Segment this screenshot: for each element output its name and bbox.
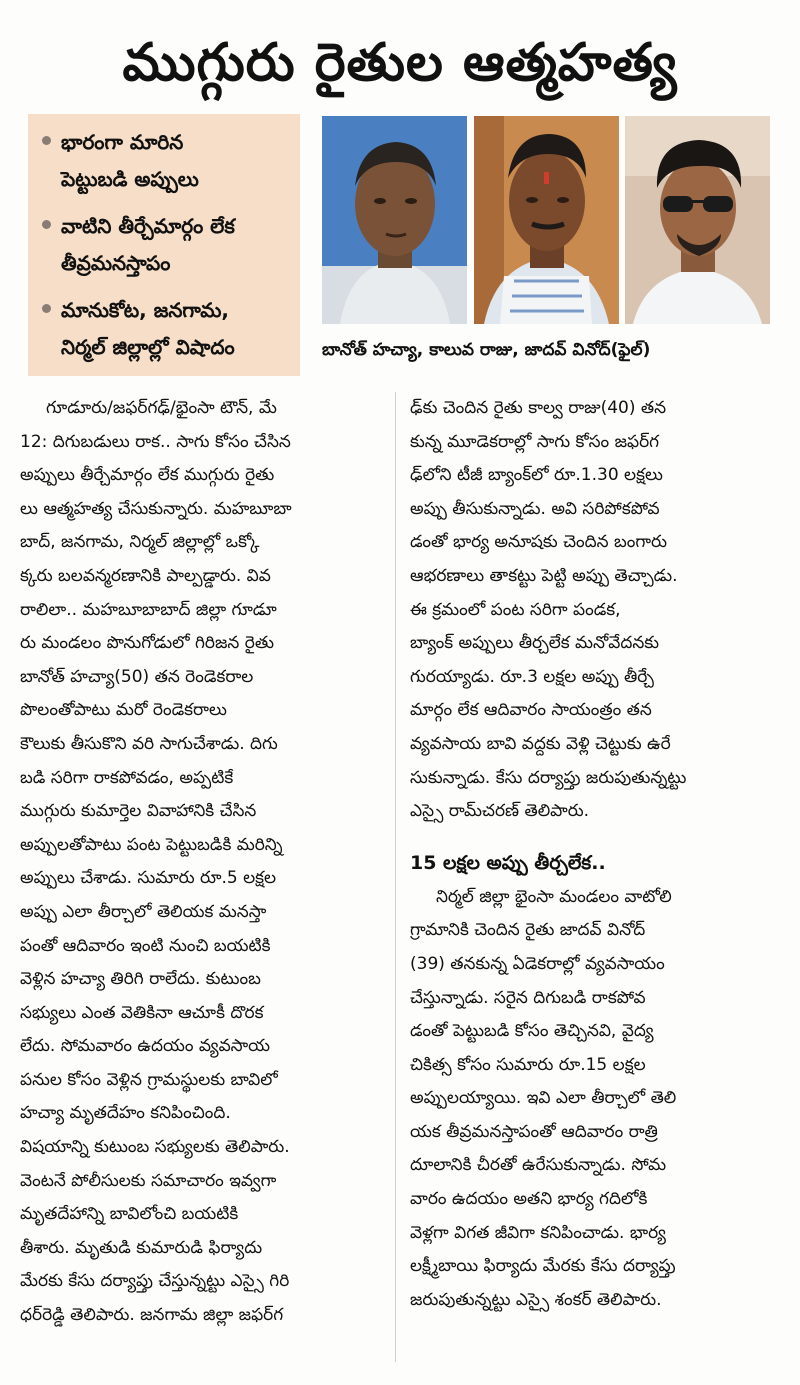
article-column-right [410,392,782,1367]
article-column-left [20,392,400,1367]
article-line: అప్పులతోపాటు పంట పెట్టుబడికి మరిన్ని [20,834,283,855]
article-line: ఈ క్రమంలో పంట సరిగా పండక, [410,599,621,620]
article-line: గూడూరు/జఫర్‌గఢ్/భైంసా టౌన్, మే [46,398,277,418]
article-line: ఢ్‌లోని టీజీ బ్యాంక్‌లో రూ.1.30 లక్షలు [410,465,663,486]
photo-farmer-1 [322,116,467,324]
article-line: డంతో పెట్టుబడి కోసం తెచ్చినవి, వైద్య [410,1021,654,1042]
article-line: బానోత్ హచ్యా(50) తన రెండెకరాల [20,666,254,687]
subheading: 15 లక్షల అప్పు తీర్చలేక.. [410,851,606,874]
highlight-line: భారంగా మారిన [61,130,184,154]
article-line: సుకున్నాడు. కేసు దర్యాప్తు జరుపుతున్నట్టు [410,767,687,788]
article-line: వారం ఉదయం అతని భార్య గదిలోకి [410,1189,648,1210]
highlight-item [38,124,290,198]
article-line: జరుపుతున్నట్టు ఎస్సై శంకర్ తెలిపారు. [410,1289,662,1310]
article-line: లక్ష్మీబాయి ఫిర్యాదు మేరకు కేసు దర్యాప్తు [410,1256,676,1277]
article-line: డంతో భార్య అనూషకు చెందిన బంగారు [410,532,667,553]
article-line: అప్పు ఎలా తీర్చాలో తెలియక మనస్తా [20,901,267,922]
highlights-box [28,114,300,376]
highlight-line: వాటిని తీర్చేమార్గం లేక [61,214,235,238]
article-line: పనుల కోసం వెళ్లిన గ్రామస్థులకు బావిలో [20,1069,278,1090]
photo-caption: బానోత్ హచ్యా, కాలువ రాజు, జాదవ్ వినోద్(ఫైల్) [322,340,651,360]
article-line: చికిత్స కోసం సుమారు రూ.15 లక్షల [410,1054,646,1075]
article-line: అప్పులయ్యాయి. ఇవి ఎలా తీర్చాలో తెలి [410,1088,677,1109]
highlight-line: మానుకోట, జనగామ, [61,298,229,322]
article-line: లేదు. సోమవారం ఉదయం వ్యవసాయ [20,1036,271,1057]
article-line: వెళ్లిన హచ్యా తిరిగి రాలేదు. కుటుంబ [20,969,261,990]
article-line: రాలిలా.. మహబూబాబాద్ జిల్లా గూడూ [20,599,277,620]
article-line: విషయాన్ని కుటుంబ సభ్యులకు తెలిపారు. [20,1137,290,1158]
article-line: నిర్మల్ జిల్లా భైంసా మండలం వాటోలి [436,886,672,907]
article-line: గ్రామానికి చెందిన రైతు జాదవ్ వినోద్ [410,920,646,941]
article-line: క్కరు బలవన్మరణానికి పాల్పడ్డారు. వివ [20,565,271,586]
article-line: సభ్యులు ఎంత వెతికినా ఆచూకీ దొరక [20,1002,264,1023]
article-line: దూలానికి చీరతో ఉరేసుకున్నాడు. సోమ [410,1155,667,1176]
highlight-item [38,208,290,282]
photo-farmer-2 [474,116,619,324]
article-line: ఎస్సై రామ్‌చరణ్ తెలిపారు. [410,801,590,822]
article-line: బడి సరిగా రాకపోవడం, అప్పటికే [20,767,234,788]
article-line: మార్గం లేక ఆదివారం సాయంత్రం తన [410,700,652,721]
bullet-icon [42,304,51,313]
highlight-line: తీవ్రమనస్తాపం [61,251,171,275]
article-line: పంతో ఆదివారం ఇంటి నుంచి బయటికి [20,935,271,956]
highlight-item [38,292,290,366]
article-line: యక తీవ్రమనస్తాపంతో ఆదివారం రాత్రి [410,1121,658,1142]
article-line: 12: దిగుబడులు రాక.. సాగు కోసం చేసిన [20,431,291,452]
highlight-line: నిర్మల్ జిల్లాల్లో విషాదం [61,335,235,359]
article-line: గురయ్యాడు. రూ.3 లక్షల అప్పు తీర్చే [410,666,654,687]
photo-strip [322,116,770,326]
article-line: బాద్, జనగామ, నిర్మల్ జిల్లాల్లో ఒక్కో [20,532,260,553]
article-line: కౌలుకు తీసుకొని వరి సాగుచేశాడు. దిగు [20,733,278,754]
article-line: లు ఆత్మహత్య చేసుకున్నారు. మహబూబా [20,498,292,519]
article-line: బ్యాంక్ అప్పులు తీర్చలేక మనోవేదనకు [410,633,660,654]
article-line: (39) తనకున్న ఏడెకరాల్లో వ్యవసాయం [410,953,665,974]
article-line: అప్పులు తీర్చేమార్గం లేక ముగ్గురు రైతు [20,465,275,486]
article-line: హచ్యా మృతదేహం కనిపించింది. [20,1103,231,1124]
article-line: అప్పులు చేశాడు. సుమారు రూ.5 లక్షల [20,868,277,889]
article-line: వ్యవసాయ బావి వద్దకు వెళ్లి చెట్టుకు ఉరే [410,733,671,754]
article-line: వెళ్లగా విగత జీవిగా కనిపించాడు. భార్య [410,1222,666,1243]
photo-farmer-3 [625,116,770,324]
article-line: చేస్తున్నాడు. సరైన దిగుబడి రాకపోవ [410,987,646,1008]
article-line: పొలంతోపాటు మరో రెండెకరాలు [20,700,227,721]
article-line: రు మండలం పొనుగోడులో గిరిజన రైతు [20,633,274,654]
article-line: ఆభరణాలు తాకట్టు పెట్టి అప్పు తెచ్చాడు. [410,565,678,586]
article-line: అప్పు తీసుకున్నాడు. అవి సరిపోకపోవ [410,498,660,519]
article-line: మృతదేహాన్ని బావిలోంచి బయటికి [20,1204,239,1225]
article-line: కున్న మూడెకరాల్లో సాగు కోసం జఫర్‌గ [410,431,660,452]
article-line: ముగ్గురు కుమార్తెల వివాహానికి చేసిన [20,801,257,822]
article-line: తీశారు. మృతుడి కుమారుడి ఫిర్యాదు [20,1237,263,1258]
article-line: మేరకు కేసు దర్యాప్తు చేస్తున్నట్టు ఎస్సై గిరి [20,1271,290,1292]
bullet-icon [42,220,51,229]
headline: ముగ్గురు రైతుల ఆత్మహత్య [122,33,678,93]
article-line: ఢ్‌కు చెందిన రైతు కాల్వ రాజు(40) తన [410,398,667,418]
bullet-icon [42,136,51,145]
article-line: ధర్‌రెడ్డి తెలిపారు. జనగామ జిల్లా జఫర్‌గ [20,1305,284,1326]
highlight-line: పెట్టుబడి అప్పులు [61,167,199,191]
article-line: వెంటనే పోలీసులకు సమాచారం ఇవ్వగా [20,1170,277,1191]
